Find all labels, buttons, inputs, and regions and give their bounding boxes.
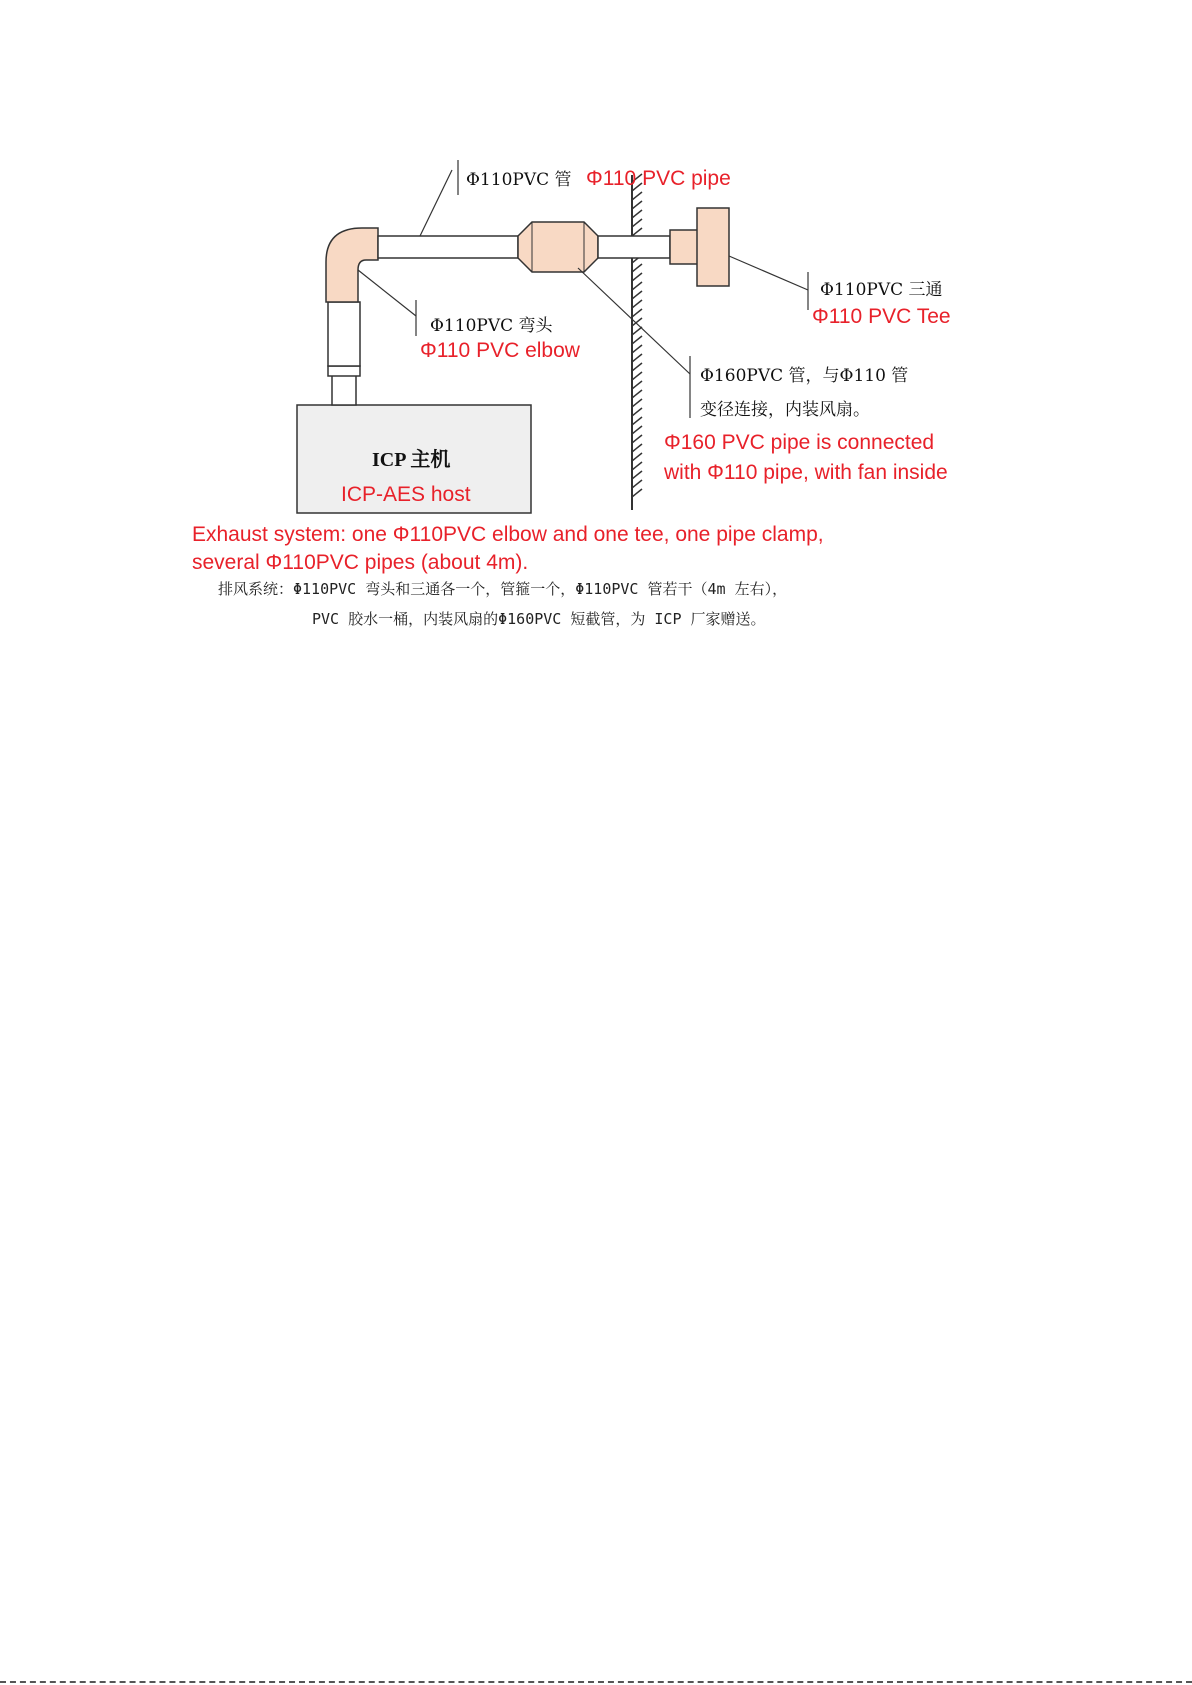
wall-hatch-mark [632,210,642,218]
wall-hatch-mark [632,192,642,200]
pipe-label-cn: Φ110PVC 管 [466,170,572,190]
vertical-pipe [328,302,360,366]
wall-hatch-mark [632,201,642,209]
wall-hatch-mark [632,219,642,227]
wall-hatch-mark [632,228,642,236]
wall-hatch-mark [632,354,642,362]
pipe-label-en: Φ110 PVC pipe [586,167,731,190]
wall-hatch-mark [632,408,642,416]
wall-hatch-mark [632,327,642,335]
wall [632,174,642,510]
wall-hatch-mark [632,345,642,353]
wall-hatch-mark [632,489,642,497]
wall-hatch-mark [632,318,642,326]
tee-body [697,208,729,286]
wall-hatch-mark [632,453,642,461]
reducer-fitting [518,222,598,272]
tee-label-cn: Φ110PVC 三通 [820,280,943,300]
elbow-fitting [326,228,378,302]
caption-en-line1: Exhaust system: one Φ110PVC elbow and one tee, one pipe clamp, [192,523,824,546]
reducer-label-cn-line1: Φ160PVC 管，与Φ110 管 [700,366,909,386]
wall-hatch-mark [632,480,642,488]
host-title: ICP 主机 [372,449,451,471]
wall-hatch-mark [632,336,642,344]
caption-cn-line2: PVC 胶水一桶，内装风扇的Φ160PVC 短截管，为 ICP 厂家赠送。 [312,610,766,628]
wall-hatch-mark [632,363,642,371]
tee-label-en: Φ110 PVC Tee [812,305,951,328]
wall-hatch-mark [632,282,642,290]
host-connector-pipe [332,374,356,405]
reducer-label-en-line1: Φ160 PVC pipe is connected [664,431,935,454]
wall-hatch-mark [632,444,642,452]
wall-hatch-mark [632,300,642,308]
wall-hatch-mark [632,309,642,317]
wall-hatch-mark [632,426,642,434]
horizontal-pipe-left [378,236,518,258]
horizontal-pipe-right [598,236,670,258]
caption-en-line2: several Φ110PVC pipes (about 4m). [192,551,529,574]
elbow-label-en: Φ110 PVC elbow [420,339,580,362]
wall-hatch-mark [632,264,642,272]
wall-hatch-mark [632,390,642,398]
wall-hatch-mark [632,291,642,299]
wall-hatch-mark [632,471,642,479]
wall-hatch-mark [632,435,642,443]
wall-hatch-mark [632,462,642,470]
tee-stub [670,230,700,264]
wall-hatch-mark [632,417,642,425]
pipe-clamp [328,366,360,376]
elbow-label-cn: Φ110PVC 弯头 [430,316,553,336]
wall-hatch-mark [632,381,642,389]
wall-hatch-mark [632,399,642,407]
wall-hatch-mark [632,372,642,380]
wall-hatch-mark [632,273,642,281]
reducer-label-en-line2: with Φ110 pipe, with fan inside [664,461,948,484]
caption-cn-line1: 排风系统：Φ110PVC 弯头和三通各一个，管箍一个，Φ110PVC 管若干（4m 左右）， [218,580,788,598]
footer-dashed-border [0,1681,1192,1683]
reducer-label-cn-line2: 变径连接，内装风扇。 [700,400,870,420]
host-subtitle: ICP-AES host [341,483,471,506]
